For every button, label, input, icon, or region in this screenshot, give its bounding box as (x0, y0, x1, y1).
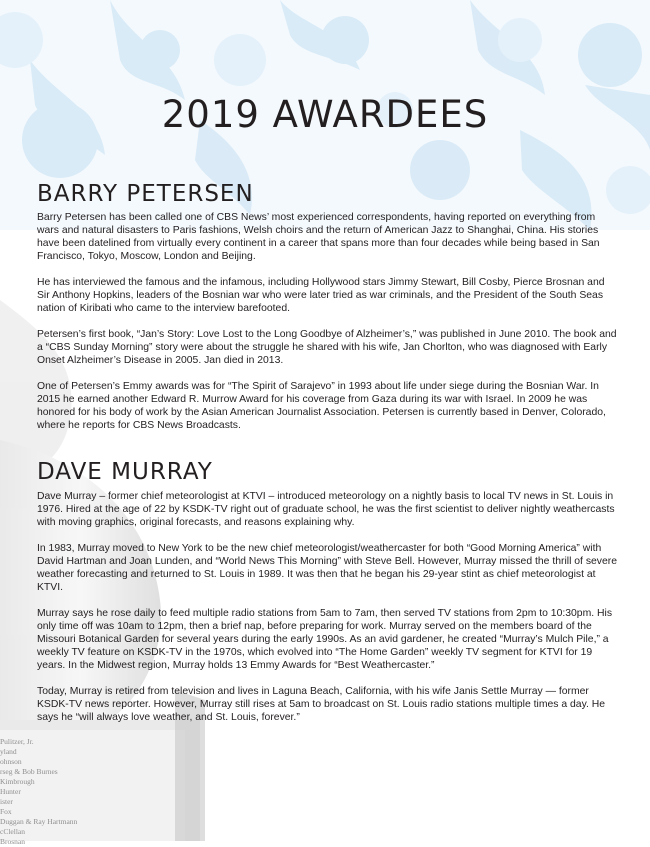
bio-paragraph: Murray says he rose daily to feed multiple radio stations from 5am to 7am, then served TV stations from 2pm to 10:30pm. His only time off was 10am to 12pm, then a brief nap, before preparing for work. Murray served on the members board of the Missouri Botanical Garden for several years during the early 1990s. As an avid gardener, he created “Murray’s Mulch Pile,” a weekly TV feature on KSDK-TV in the 1970s, which evolved into “The Home Garden” weekly TV segment for KTVI for 19 years. In the Midwest region, Murray holds 13 Emmy Awards for “Best Weathercaster.” (37, 608, 613, 671)
plaque-line: rseg & Bob Burnes (0, 767, 58, 776)
bio-paragraph: Petersen’s first book, “Jan’s Story: Love Lost to the Long Goodbye of Alzheimer’s,” was published in June 2010. The book and a “CBS Sunday Morning” story were about the struggle he shared with his wife, Jan Chorlton, who was diagnosed with Early Onset Alzheimer’s Disease in 2005. Jan died in 2013. (37, 329, 617, 366)
plaque-line: Brosnan (0, 837, 25, 846)
bio-paragraph: Barry Petersen has been called one of CBS News’ most experienced correspondents, having reported on everything from wars and natural disasters to Paris fashions, Welsh choirs and the return of American Jazz to Shanghai, China. His stories have been datelined from virtually every continent in a career that spans more than four decades while being based in San Francisco, Tokyo, Moscow, London and Beijing. (37, 212, 600, 262)
plaque-line: ohnson (0, 757, 22, 766)
awardee-name-murray: DAVE MURRAY (37, 459, 213, 485)
trophy-plaque-names (0, 737, 100, 847)
bio-paragraph: In 1983, Murray moved to New York to be the new chief meteorologist/weathercaster for both “Good Morning America” with David Hartman and Joan Lunden, and “World News This Morning” with Steve Bell. However, Murray missed the thrill of severe weather forecasting and returned to St. Louis in 1989. It was then that he began his 29-year stint as chief meteorologist at KTVI. (37, 543, 618, 593)
plaque-line: yland (0, 747, 17, 756)
bio-paragraph: One of Petersen’s Emmy awards was for “The Spirit of Sarajevo” in 1993 about life under siege during the Bosnian War. In 2015 he earned another Edward R. Murrow Award for his coverage from Gaza during its war with Israel. In 2009 he was honored for his body of work by the Asian American Journalist Association. Petersen is currently based in Denver, Colorado, where he reports for CBS News Broadcasts. (37, 381, 606, 431)
plaque-line: cClellan (0, 827, 25, 836)
bio-paragraph: Today, Murray is retired from television and lives in Laguna Beach, California, with his wife Janis Settle Murray — former KSDK-TV news reporter. However, Murray still rises at 5am to broadcast on St. Louis radio stations multiple times a day. He says he “will always love weather, and St. Louis, forever.” (37, 686, 606, 723)
plaque-line: Hunter (0, 787, 21, 796)
awardee-bio-petersen (37, 211, 617, 445)
awardee-name-petersen: BARRY PETERSEN (37, 181, 254, 207)
bio-paragraph: Dave Murray – former chief meteorologist at KTVI – introduced meteorology on a nightly basis to local TV news in St. Louis in 1976. Hired at the age of 22 by KSDK-TV right out of graduate school, he was the first scientist to deliver nightly weathercasts with moving graphics, original forecasts, and reasons explaining why. (37, 491, 615, 528)
plaque-line: ister (0, 797, 13, 806)
bio-paragraph: He has interviewed the famous and the infamous, including Hollywood stars Jimmy Stewart, Bill Cosby, Pierce Brosnan and Sir Anthony Hopkins, leaders of the Bosnian war who were later tried as war criminals, and the President of the South Seas nation of Kiribati who came to the interview barefooted. (37, 277, 605, 314)
awardee-bio-murray (37, 490, 617, 737)
plaque-line: Fox (0, 807, 12, 816)
plaque-line: Kimbrough (0, 777, 35, 786)
plaque-line: Pulitzer, Jr. (0, 737, 34, 746)
page-title: 2019 AWARDEES (161, 93, 489, 136)
plaque-line: Duggan & Ray Hartmann (0, 817, 78, 826)
